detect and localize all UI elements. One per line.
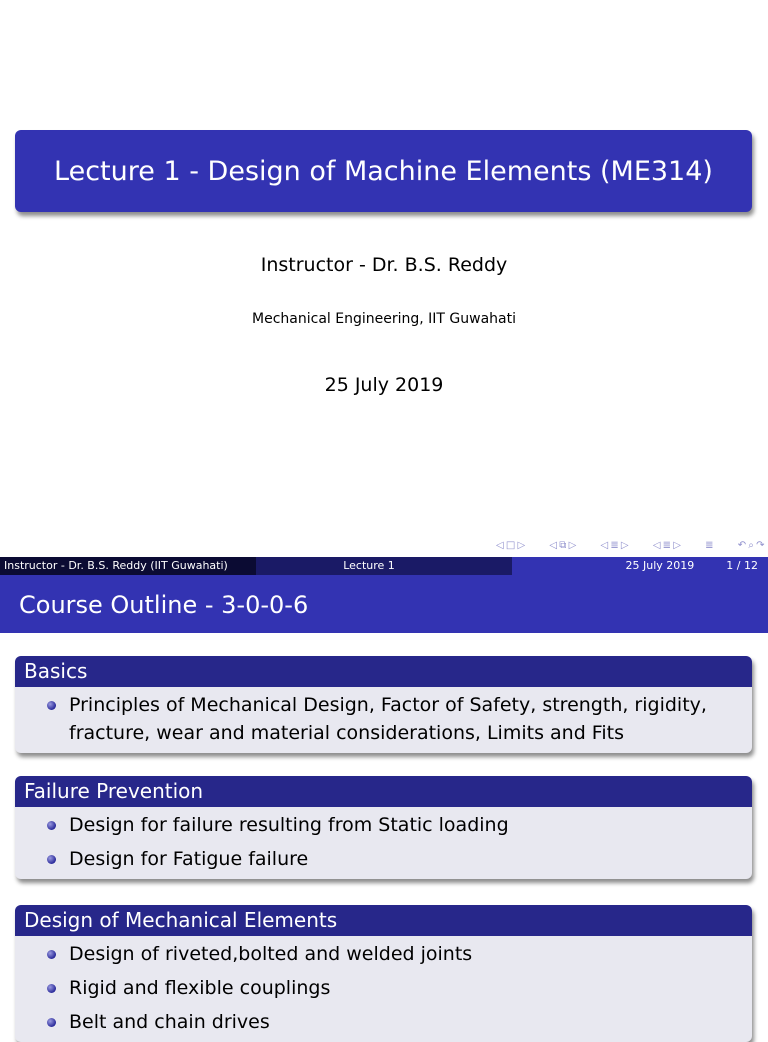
author-line: Instructor - Dr. B.S. Reddy xyxy=(260,254,508,276)
block-title: Failure Prevention xyxy=(15,776,752,807)
block-body xyxy=(15,936,752,1042)
footer-date-page xyxy=(512,557,768,575)
list-item xyxy=(47,1008,732,1036)
subsubsection-nav-icon[interactable]: ◁ ≣ ▷ xyxy=(652,539,681,551)
beamer-navigation-bar xyxy=(496,538,764,552)
bullet-icon xyxy=(47,950,56,959)
section-nav-icon[interactable]: ◁ ≣ ▷ xyxy=(600,539,629,551)
bullet-icon xyxy=(47,984,56,993)
block-body xyxy=(15,807,752,879)
search-nav-icon[interactable]: ↶ ⌕ ↷ xyxy=(737,539,764,551)
align-nav-icon[interactable]: ≣ xyxy=(705,539,714,551)
footer-title: Lecture 1 xyxy=(256,557,512,575)
slide-footer xyxy=(0,557,768,575)
list-item-text: Design for failure resulting from Static loading xyxy=(69,814,509,836)
block-title: Basics xyxy=(15,656,752,687)
slide-title-box xyxy=(15,130,752,212)
block-failure-prevention xyxy=(15,776,752,879)
block-basics xyxy=(15,656,752,753)
date-line: 25 July 2019 xyxy=(324,374,444,396)
list-item-text: Belt and chain drives xyxy=(69,1011,270,1033)
subsection-nav-icon[interactable]: ◁ ⧉ ▷ xyxy=(549,539,576,551)
frame-nav-icon[interactable]: ◁ □ ▷ xyxy=(496,539,525,551)
bullet-icon xyxy=(47,821,56,830)
block-title: Design of Mechanical Elements xyxy=(15,905,752,936)
footer-author: Instructor - Dr. B.S. Reddy (IIT Guwahati) xyxy=(0,557,256,575)
slide-title: Lecture 1 - Design of Machine Elements (ME314) xyxy=(54,155,713,187)
list-item xyxy=(47,940,732,968)
list-item-text: Rigid and flexible couplings xyxy=(69,977,331,999)
block-design-elements xyxy=(15,905,752,1042)
list-item xyxy=(47,811,732,839)
frame-title: Course Outline - 3-0-0-6 xyxy=(0,575,768,633)
list-item-text: Design of riveted,bolted and welded joints xyxy=(69,943,473,965)
list-item-text: Principles of Mechanical Design, Factor of Safety, strength, rigidity, fracture, wear and material considerations, Limits and Fits xyxy=(69,694,707,744)
bullet-icon xyxy=(47,1018,56,1027)
footer-page-number: 1 / 12 xyxy=(726,559,758,572)
list-item xyxy=(47,845,732,873)
institute-line: Mechanical Engineering, IIT Guwahati xyxy=(252,311,516,327)
bullet-icon xyxy=(47,701,56,710)
list-item-text: Design for Fatigue failure xyxy=(69,848,309,870)
block-body xyxy=(15,687,752,753)
bullet-icon xyxy=(47,855,56,864)
footer-date: 25 July 2019 xyxy=(625,559,695,572)
list-item xyxy=(47,974,732,1002)
list-item xyxy=(47,691,732,747)
